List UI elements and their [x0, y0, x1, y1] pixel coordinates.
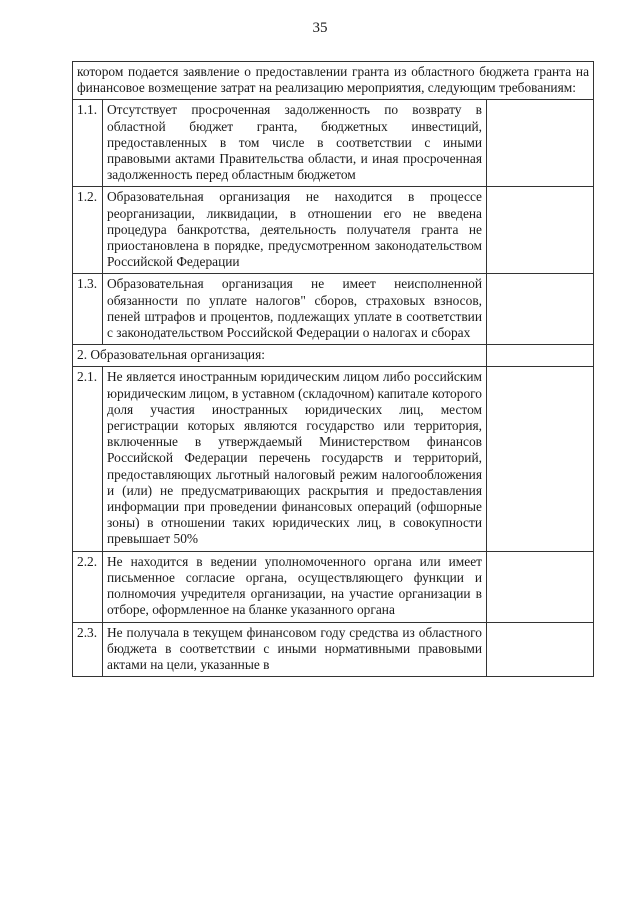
requirements-table	[72, 61, 594, 677]
item-text: Отсутствует просроченная задолженность по возврату в областной бюджет гранта, бюджетных инвестиций, предоставленных в том числе в соответствии с иными правовыми актами Правительства области, и иная просроченная задолженность перед областным бюджетом	[103, 100, 487, 187]
item-number: 2.2.	[73, 551, 103, 622]
answer-cell[interactable]	[487, 622, 594, 677]
item-number: 1.1.	[73, 100, 103, 187]
item-text: Не находится в ведении уполномоченного органа или имеет письменное согласие органа, осуществляющего функции и полномочия учредителя организации, на участие организации в отборе, оформленное на бланке указанного органа	[103, 551, 487, 622]
page-number: 35	[312, 20, 328, 36]
table-row-intro	[73, 62, 594, 100]
answer-cell[interactable]	[487, 551, 594, 622]
item-number: 2.1.	[73, 367, 103, 551]
table-row	[73, 622, 594, 677]
intro-text: котором подается заявление о предоставлении гранта из областного бюджета гранта на финансовое возмещение затрат на реализацию мероприятия, следующим требованиям:	[73, 62, 594, 100]
item-text: Не является иностранным юридическим лицом либо российским юридическим лицом, в уставном (складочном) капитале которого доля участия иностранных юридических лиц, местом регистрации которых являются государство или территория, включенные в утверждаемый Министерством финансов Российской Федерации перечень государств и территорий, предоставляющих льготный налоговый режим налогообложения и (или) не предусматривающих раскрытия и предоставления информации при проведении финансовых операций (офшорные зоны) в отношении таких юридических лиц, в совокупности превышает 50%	[103, 367, 487, 551]
answer-cell[interactable]	[487, 345, 594, 367]
table-row	[73, 187, 594, 274]
item-number: 1.3.	[73, 274, 103, 345]
table-row	[73, 274, 594, 345]
answer-cell[interactable]	[487, 100, 594, 187]
section-heading: 2. Образовательная организация:	[73, 345, 487, 367]
answer-cell[interactable]	[487, 274, 594, 345]
item-text: Образовательная организация не находится в процессе реорганизации, ликвидации, в отношении его не введена процедура банкротства, деятельность получателя гранта не приостановлена в порядке, предусмотренном законодательством Российской Федерации	[103, 187, 487, 274]
item-number: 1.2.	[73, 187, 103, 274]
answer-cell[interactable]	[487, 187, 594, 274]
item-text: Образовательная организация не имеет неисполненной обязанности по уплате налогов" сборов, страховых взносов, пеней штрафов и процентов, подлежащих уплате в соответствии с законодательством Российской Федерации о налогах и сборах	[103, 274, 487, 345]
table-row	[73, 551, 594, 622]
table-row-section-heading	[73, 345, 594, 367]
table-row	[73, 100, 594, 187]
answer-cell[interactable]	[487, 367, 594, 551]
item-number: 2.3.	[73, 622, 103, 677]
table-row	[73, 367, 594, 551]
item-text: Не получала в текущем финансовом году средства из областного бюджета в соответствии с иными нормативными правовыми актами на цели, указанные в	[103, 622, 487, 677]
